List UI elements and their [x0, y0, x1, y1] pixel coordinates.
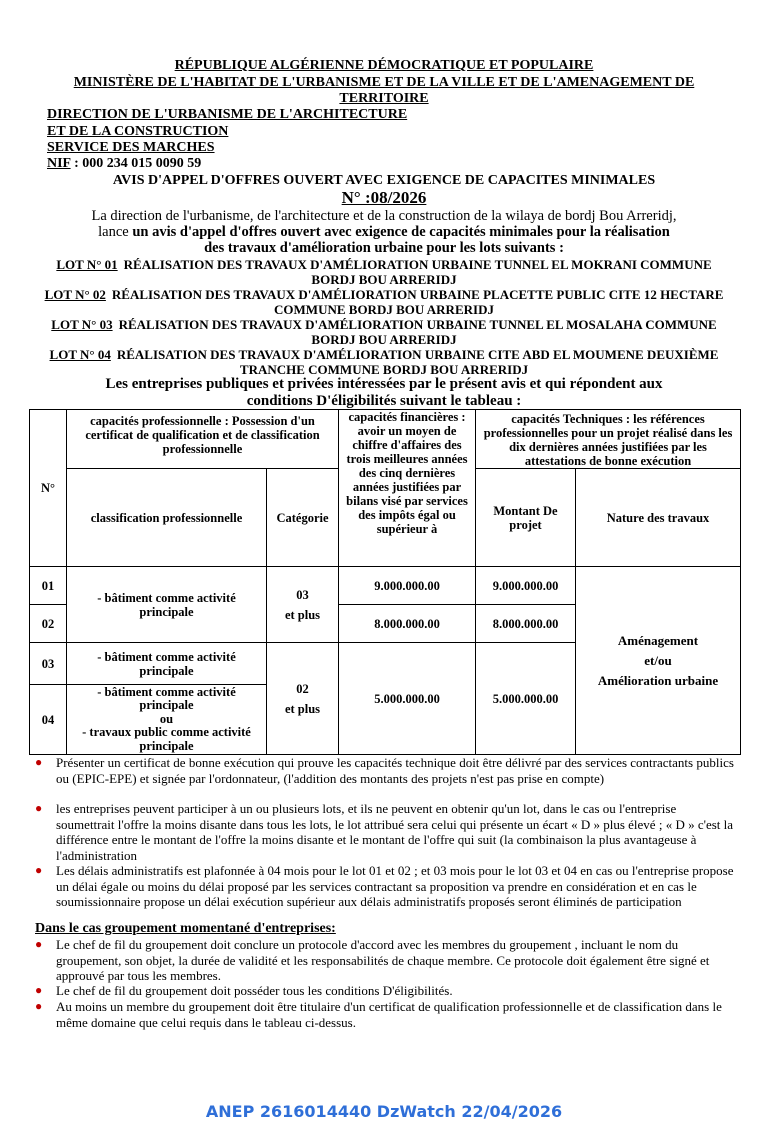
- lot-desc: RÉALISATION DES TRAVAUX D'AMÉLIORATION URBAINE PLACETTE PUBLIC CITE 12 HECTARE: [111, 287, 724, 302]
- lot-02: [30, 287, 738, 317]
- table-row-number: 02: [30, 605, 67, 643]
- republic-title: RÉPUBLIQUE ALGÉRIENNE DÉMOCRATIQUE ET POPULAIRE: [174, 58, 594, 73]
- classif-cell: - bâtiment comme activité principale: [67, 567, 267, 643]
- notice-number: N° :08/2026: [341, 188, 427, 207]
- cat-cell: 02 et plus: [267, 643, 339, 755]
- sub-classif-header: classification professionnelle: [67, 469, 267, 567]
- sub-cat-header: Catégorie: [267, 469, 339, 567]
- bullet-certificate: [35, 755, 736, 786]
- classif-cell: - bâtiment comme activité principale: [67, 643, 267, 685]
- lot-desc-cont: COMMUNE BORDJ BOU ARRERIDJ: [274, 302, 494, 317]
- fin-cell: 9.000.000.00: [339, 567, 476, 605]
- direction-line-1: DIRECTION DE L'URBANISME DE L'ARCHITECTURE: [47, 107, 408, 122]
- group-bullet-conditions: [35, 983, 736, 999]
- bullet-text: Les délais administratifs est plafonnée à 04 mois pour le lot 01 et 02 ; et 03 mois pour le lot 03 et 04 en cas ou l'entreprise propose un délai égale ou moins du délai proposé par les services contractant sa proposition va prendre en considération et en cas le soumissionnaire propose un délai exécution supérieur aux délais administratifs proposés seront éliminés de participation: [56, 863, 734, 909]
- intro-line-1: La direction de l'urbanisme, de l'architecture et de la construction de la wilaya de bordj Bou Arreridj,: [91, 208, 677, 224]
- eligibility-line-2: conditions D'éligibilités suivant le tableau :: [246, 393, 522, 409]
- bullet-text: Au moins un membre du groupement doit être titulaire d'un certificat de qualification professionnelle et de classification dans le même domaine que celui requis dans le tableau ci-dessus.: [56, 999, 722, 1030]
- cat-cell: 03 et plus: [267, 567, 339, 643]
- lot-03: [30, 317, 738, 347]
- bullet-icon: ●: [35, 937, 43, 951]
- eligibility-table: [29, 409, 741, 755]
- lot-desc: RÉALISATION DES TRAVAUX D'AMÉLIORATION URBAINE TUNNEL EL MOSALAHA COMMUNE: [118, 317, 717, 332]
- lot-04: [30, 347, 738, 377]
- montant-cell: 5.000.000.00: [476, 643, 576, 755]
- ministry-title-cont: TERRITOIRE: [339, 91, 429, 106]
- bullet-text: Le chef de fil du groupement doit conclure un protocole d'accord avec les membres du groupement , incluant le nom du groupement, son objet, la durée de validité et les responsabilités de chaque membre. Ce protocole doit également être signé et approuvé par tous les membres.: [56, 937, 710, 983]
- bullet-icon: ●: [35, 999, 43, 1013]
- sub-nature-header: Nature des travaux: [576, 469, 741, 567]
- lot-label: LOT N° 01: [56, 257, 118, 272]
- lot-desc-cont: TRANCHE COMMUNE BORDJ BOU ARRERIDJ: [239, 362, 529, 377]
- bullet-text: Le chef de fil du groupement doit posséder tous les conditions D'éligibilités.: [56, 983, 453, 998]
- intro-line-2: [0, 224, 768, 241]
- eligibility-line-1: Les entreprises publiques et privées intéressées par le présent avis et qui répondent aux: [105, 376, 663, 392]
- table-row-number: 03: [30, 643, 67, 685]
- ministry-title: MINISTÈRE DE L'HABITAT DE L'URBANISME ET DE LA VILLE ET DE L'AMENAGEMENT DE: [73, 75, 695, 90]
- intro-line-3: des travaux d'amélioration urbaine pour les lots suivants :: [204, 240, 564, 256]
- group-bullet-protocol: [35, 937, 736, 984]
- sub-montant-header: Montant De projet: [476, 469, 576, 567]
- intro-bold: un avis d'appel d'offres ouvert avec exigence de capacités minimales pour la réalisation: [132, 224, 670, 240]
- bullet-lots: [35, 801, 736, 863]
- bullet-text: les entreprises peuvent participer à un ou plusieurs lots, et ils ne peuvent en obtenir qu'un lot, dans le cas ou l'entreprise soumettrait l'offre la moins disante dans tous les lots, le lot attribué sera celui qui présente un écart « D » plus élevé ; « D » c'est la différence entre le montant de l'offre la moins disante et le montant de l'offre qui suit (la combinaison la plus avantageuse à l'administration: [56, 801, 734, 863]
- lot-label: LOT N° 02: [44, 287, 106, 302]
- col-prof-header: capacités professionnelle : Possession d'un certificat de qualification et de classification professionnelle: [67, 410, 339, 469]
- group-bullet-certificate: [35, 999, 736, 1030]
- fin-cell: 8.000.000.00: [339, 605, 476, 643]
- bullet-icon: ●: [35, 801, 43, 815]
- col-number-header: N°: [30, 410, 67, 567]
- montant-cell: 9.000.000.00: [476, 567, 576, 605]
- col-tech-header: capacités Techniques : les références professionnelles pour un projet réalisé dans les dix dernières années justifiées par les attestations de bonne exécution: [476, 410, 741, 469]
- lot-desc: RÉALISATION DES TRAVAUX D'AMÉLIORATION URBAINE TUNNEL EL MOKRANI COMMUNE: [123, 257, 712, 272]
- service-line: SERVICE DES MARCHES: [47, 140, 215, 155]
- lot-label: LOT N° 03: [51, 317, 113, 332]
- table-row-number: 04: [30, 685, 67, 755]
- bullet-delays: [35, 863, 736, 910]
- nif-line: [47, 156, 201, 172]
- lot-01: [30, 257, 738, 287]
- nature-cell: Aménagement et/ou Amélioration urbaine: [576, 567, 741, 755]
- footer-reference: ANEP 2616014440 DzWatch 22/04/2026: [205, 1102, 563, 1121]
- groupement-heading: Dans le cas groupement momentané d'entreprises:: [35, 921, 336, 936]
- intro-lance: lance: [98, 224, 133, 240]
- direction-line-2: ET DE LA CONSTRUCTION: [47, 124, 229, 139]
- bullet-text: Présenter un certificat de bonne exécution qui prouve les capacités technique doit être délivré par des services contractants publics ou (EPIC-EPE) et signée par l'ordonnateur, (l'addition des montants des projets n'est pas prise en compte): [56, 755, 734, 786]
- lot-desc-cont: BORDJ BOU ARRERIDJ: [311, 272, 457, 287]
- nif-value: : 000 234 015 0090 59: [70, 156, 202, 171]
- fin-cell: 5.000.000.00: [339, 643, 476, 755]
- col-fin-header: capacités financières : avoir un moyen de chiffre d'affaires des trois meilleures années des cinq dernières années justifiées par bilans visé par services des impôts égal ou supérieur à: [339, 410, 476, 567]
- lot-desc: RÉALISATION DES TRAVAUX D'AMÉLIORATION URBAINE CITE ABD EL MOUMENE DEUXIÈME: [116, 347, 719, 362]
- bullet-icon: ●: [35, 863, 43, 877]
- table-row-number: 01: [30, 567, 67, 605]
- montant-cell: 8.000.000.00: [476, 605, 576, 643]
- bullet-icon: ●: [35, 755, 43, 769]
- notice-title: AVIS D'APPEL D'OFFRES OUVERT AVEC EXIGENCE DE CAPACITES MINIMALES: [112, 173, 656, 188]
- bullet-icon: ●: [35, 983, 43, 997]
- nif-label: NIF: [47, 156, 71, 171]
- lot-label: LOT N° 04: [49, 347, 111, 362]
- classif-cell: - bâtiment comme activité principale ou - travaux public comme activité principale: [67, 685, 267, 755]
- lot-desc-cont: BORDJ BOU ARRERIDJ: [311, 332, 457, 347]
